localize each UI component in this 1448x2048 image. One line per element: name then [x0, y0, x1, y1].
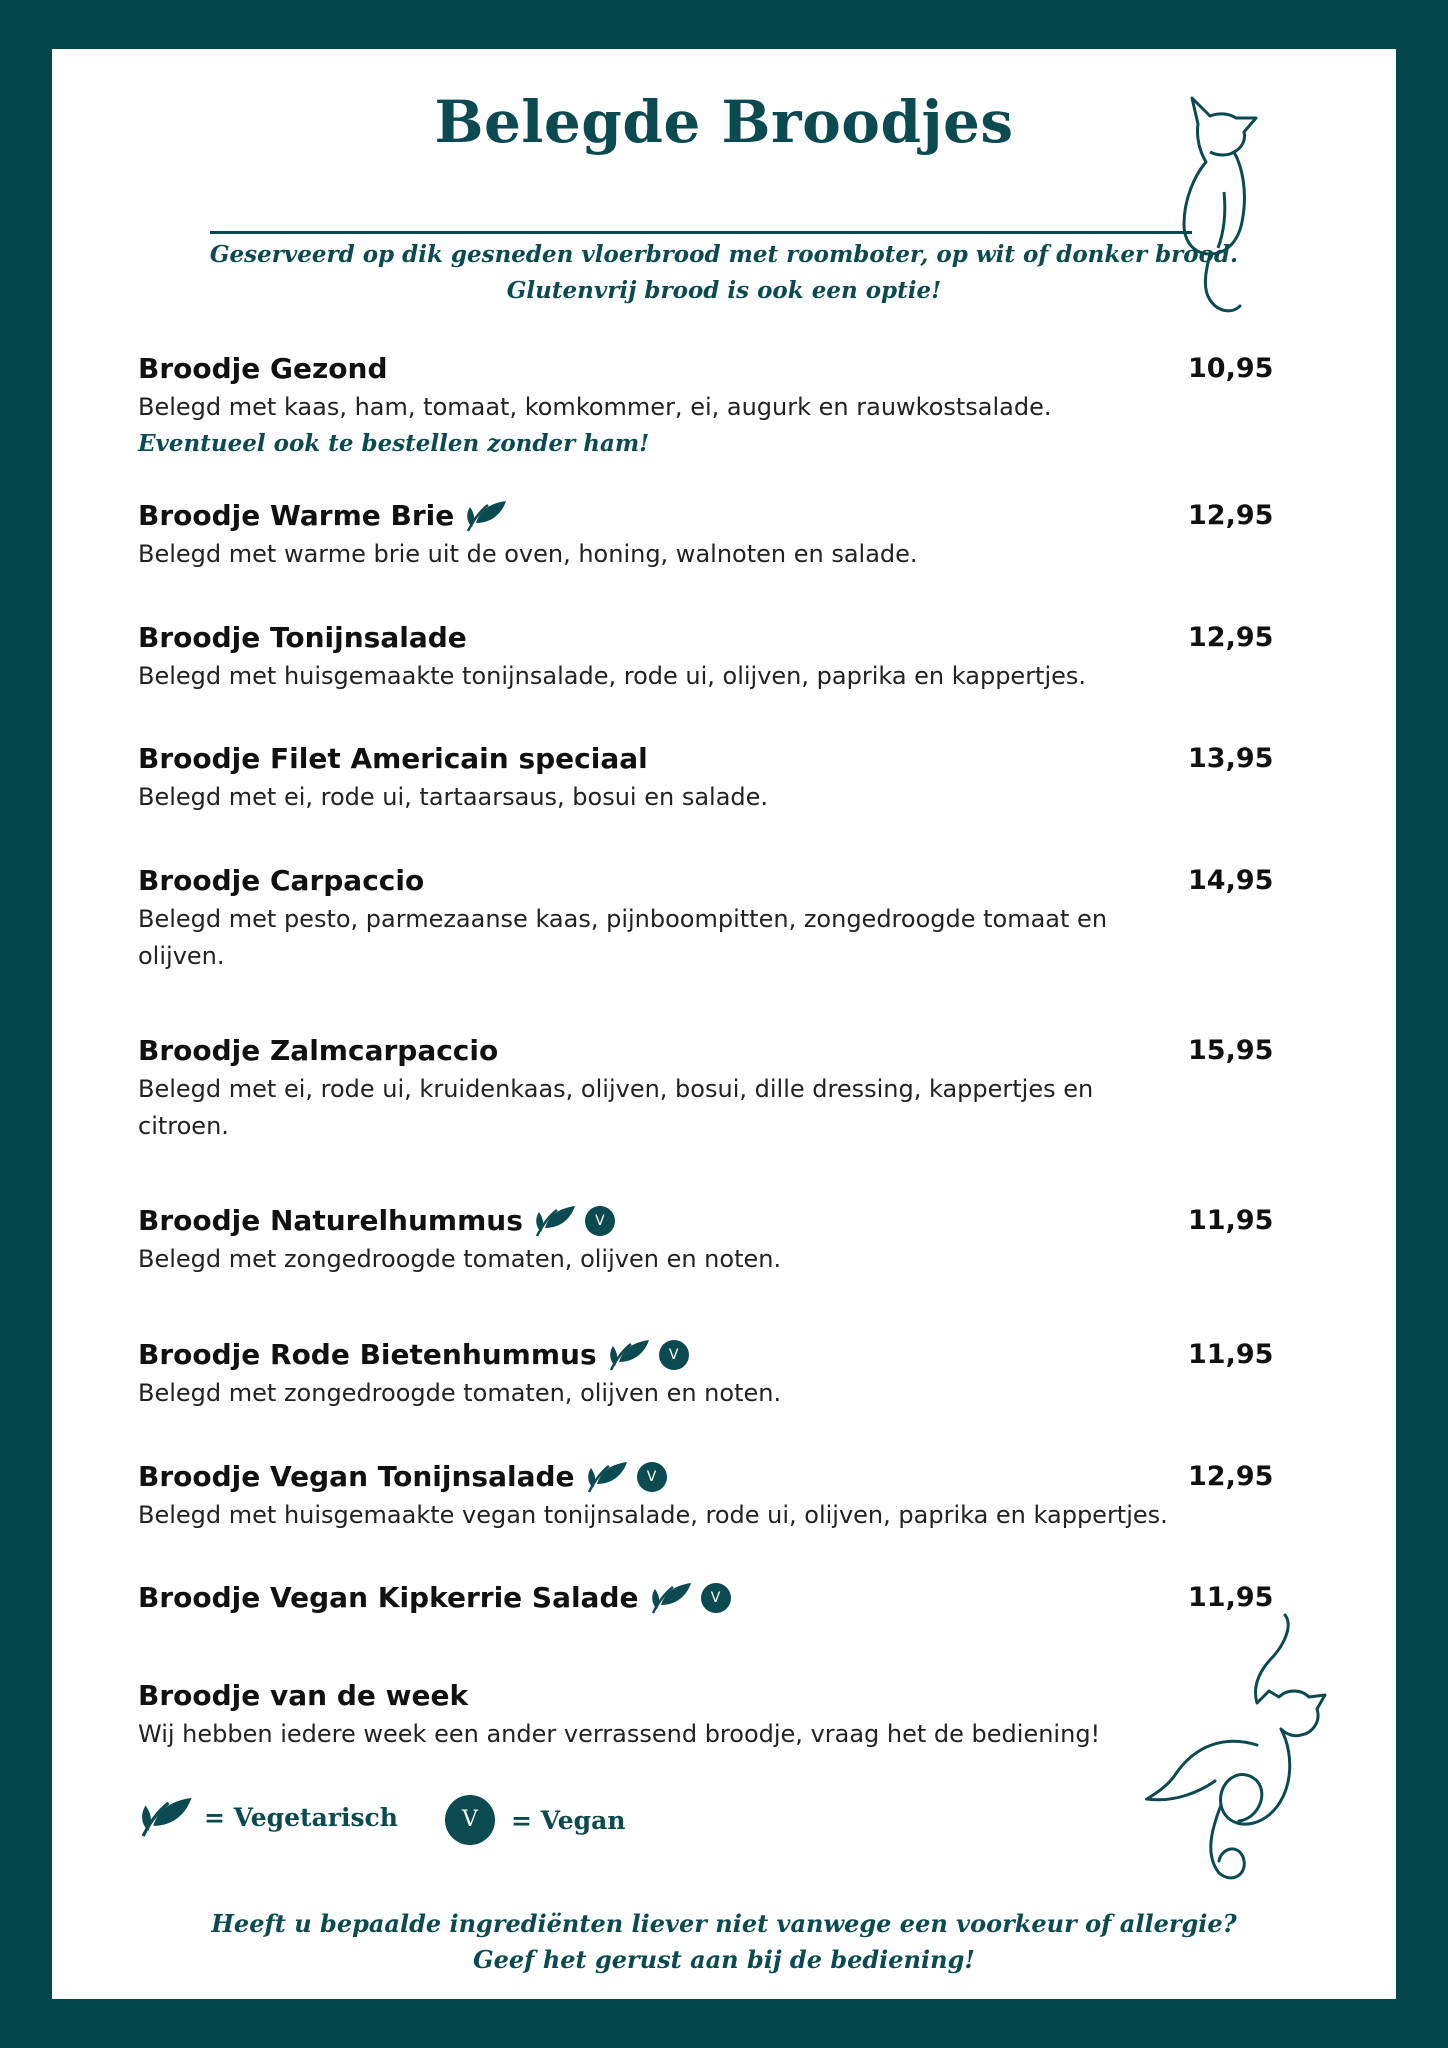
menu-item-vegan-tonijnsalade: [138, 1457, 1318, 1534]
menu-title: Belegde Broodjes: [434, 88, 1014, 156]
item-price-naturelhummus: 11,95: [1188, 1205, 1274, 1236]
item-title-row: [138, 1457, 1318, 1497]
item-name: Broodje Filet Americain speciaal: [138, 742, 648, 775]
item-description: Belegd met warme brie uit de oven, honing, walnoten en salade.: [138, 540, 918, 568]
item-name: Broodje Tonijnsalade: [138, 621, 467, 654]
menu-item-gezond: [138, 349, 1318, 462]
menu-item-zalmcarpaccio: [138, 1031, 1318, 1145]
vegetarian-leaf-icon: [464, 499, 508, 533]
vegan-badge-icon: V: [445, 1795, 495, 1845]
vegetarian-leaf-icon: [649, 1581, 693, 1615]
menu-item-filet-americain: [138, 739, 1318, 816]
item-name: Broodje van de week: [138, 1679, 469, 1712]
item-description: Belegd met zongedroogde tomaten, olijven en noten.: [138, 1379, 782, 1407]
item-name: Broodje Rode Bietenhummus: [138, 1338, 597, 1371]
item-title-row: [138, 1201, 1318, 1241]
item-name: Broodje Zalmcarpaccio: [138, 1034, 499, 1067]
title-divider: [210, 231, 1192, 234]
item-name: Broodje Warme Brie: [138, 499, 455, 532]
item-description: Belegd met ei, rode ui, kruidenkaas, olijven, bosui, dille dressing, kappertjes en citroen.: [138, 1075, 1094, 1140]
item-title-row: [138, 496, 1318, 536]
item-name: Broodje Naturelhummus: [138, 1204, 523, 1237]
menu-item-van-de-week: [138, 1676, 1318, 1753]
vegan-badge-icon: V: [585, 1206, 615, 1236]
menu-item-tonijnsalade: [138, 618, 1318, 695]
subtitle-line-1: Geserveerd op dik gesneden vloerbrood met roomboter, op wit of donker brood.: [209, 241, 1239, 268]
vegetarian-leaf-icon: [138, 1795, 194, 1839]
item-title-row: [138, 1335, 1318, 1375]
item-name: Broodje Carpaccio: [138, 864, 425, 897]
subtitle-line-2: Glutenvrij brood is ook een optie!: [506, 277, 942, 304]
item-description: Wij hebben iedere week een ander verrassend broodje, vraag het de bediening!: [138, 1720, 1101, 1748]
item-price-warme-brie: 12,95: [1188, 500, 1274, 531]
item-price-vegan-kipkerrie: 11,95: [1188, 1582, 1274, 1613]
legend-vegan-label: = Vegan: [511, 1805, 626, 1835]
item-description: Belegd met ei, rode ui, tartaarsaus, bosui en salade.: [138, 783, 769, 811]
item-description: Belegd met huisgemaakte tonijnsalade, rode ui, olijven, paprika en kappertjes.: [138, 662, 1087, 690]
menu-item-carpaccio: [138, 861, 1318, 975]
menu-item-vegan-kipkerrie: [138, 1578, 1318, 1618]
item-price-rode-bietenhummus: 11,95: [1188, 1339, 1274, 1370]
allergy-note-line-2: Geef het gerust aan bij de bediening!: [473, 1945, 975, 1974]
item-price-carpaccio: 14,95: [1188, 865, 1274, 896]
legend-vegetarian-label: = Vegetarisch: [204, 1802, 398, 1832]
item-name: Broodje Vegan Kipkerrie Salade: [138, 1581, 639, 1614]
sitting-cat-icon: [1170, 92, 1260, 322]
item-note: Eventueel ook te bestellen zonder ham!: [138, 430, 650, 457]
vegetarian-leaf-icon: [533, 1204, 577, 1238]
legend-vegetarian: [138, 1795, 398, 1839]
menu-item-rode-bietenhummus: [138, 1335, 1318, 1412]
item-name: Broodje Vegan Tonijnsalade: [138, 1460, 575, 1493]
allergy-note: [0, 1906, 1448, 1978]
item-title-row: [138, 1578, 1318, 1618]
item-price-filet-americain: 13,95: [1188, 743, 1274, 774]
menu-item-naturelhummus: [138, 1201, 1318, 1278]
item-price-gezond: 10,95: [1188, 353, 1274, 384]
allergy-note-line-1: Heeft u bepaalde ingrediënten liever niet vanwege een voorkeur of allergie?: [211, 1909, 1237, 1938]
vegan-badge-icon: V: [637, 1462, 667, 1492]
item-description: Belegd met zongedroogde tomaten, olijven en noten.: [138, 1245, 782, 1273]
vegetarian-leaf-icon: [607, 1338, 651, 1372]
item-name: Broodje Gezond: [138, 352, 388, 385]
item-price-zalmcarpaccio: 15,95: [1188, 1035, 1274, 1066]
item-description: Belegd met kaas, ham, tomaat, komkommer, ei, augurk en rauwkostsalade.: [138, 393, 1052, 421]
item-price-tonijnsalade: 12,95: [1188, 622, 1274, 653]
item-description: Belegd met huisgemaakte vegan tonijnsalade, rode ui, olijven, paprika en kappertjes.: [138, 1501, 1168, 1529]
vegan-badge-icon: V: [659, 1340, 689, 1370]
item-price-vegan-tonijnsalade: 12,95: [1188, 1461, 1274, 1492]
vegetarian-leaf-icon: [585, 1460, 629, 1494]
vegan-badge-icon: V: [701, 1583, 731, 1613]
item-description: Belegd met pesto, parmezaanse kaas, pijnboompitten, zongedroogde tomaat en olijven.: [138, 905, 1108, 970]
legend-vegan: [445, 1795, 626, 1845]
menu-item-warme-brie: [138, 496, 1318, 573]
